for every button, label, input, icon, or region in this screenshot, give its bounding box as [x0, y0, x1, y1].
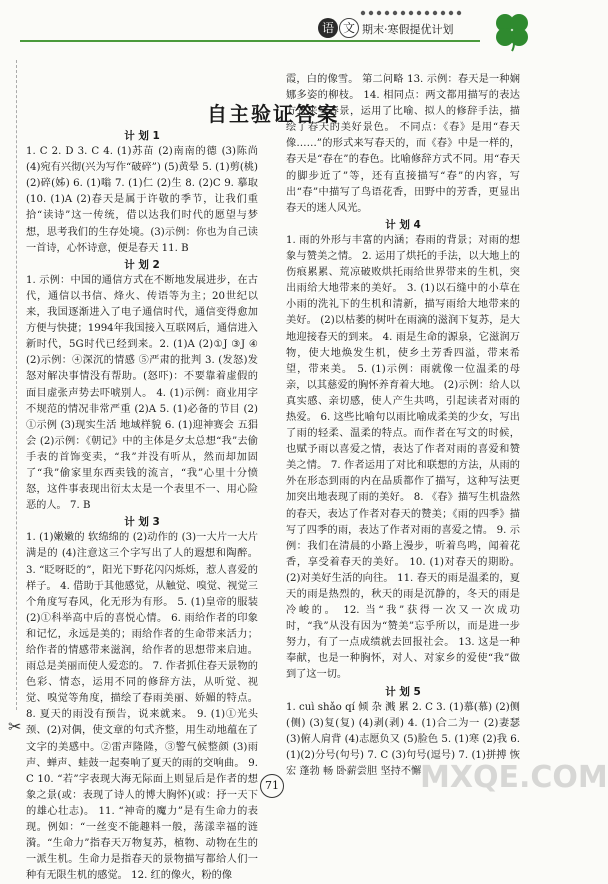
subject-badge-2: 文	[339, 18, 359, 38]
cut-line	[16, 60, 17, 710]
plan-heading: 计 划 2	[124, 258, 160, 271]
answer-paragraph: 1. 雨的外形与丰富的内涵；春雨的背景；对雨的想象与赞美之情。 2. 运用了烘托的手法，以大地上的伤痕累累、荒凉破败烘托雨给世界带来的生机，突出雨给大地带来的美好。 3. (1)以石缝中的小草在小雨的洗礼下的生机和清新，描写雨给大地带来的美好。 (2)以枯萎的树叶在雨滴的滋润下复苏，是大地迎接春天的到来。 4. 雨是生命的源泉，它滋润万物，使大地焕发生机，使乡土芳香四溢，带来希望，带来美。 5. (1)示例：雨就像一位温柔的母亲，以其慈爱的胸怀养育着大地。 (2)示例：给人以真实感、亲切感，使人产生共鸣，引起读者对雨的热爱。 6. 这些比喻句以雨比喻成柔美的少女，写出了雨的轻柔、温柔的特点。而作者在写文的时候，也赋予雨以喜爱之情，表达了作者对雨的喜爱和赞美之情。 7. 作者运用了对比和联想的方法，从雨的外在形态到雨的内在品质都作了描写，这种写法更加突出地表现了雨的美好。 8. 《春》描写生机盎然的春天，表达了作者对春天的赞美；《雨的四季》描写了四季的雨，表达了作者对雨的喜爱之情。 9. 示例：我们在清晨的小路上漫步，听着鸟鸣，闻着花香，享受着春天的美好。 10. (1)对春天的期盼。(2)对美好生活的向往。 11. 春天的雨是温柔的，夏天的雨是热烈的，秋天的雨是沉静的，冬天的雨是冷峻的。 12. 当“我”获得一次又一次成功时，“我”从没有因为“赞美”忘乎所以，而是进一步努力，有了一点成绩就去回报社会。 13. 这是一种奉献，也是一种胸怀，对人、对家乡的爱使“我”做到了这一切。	[286, 234, 520, 681]
plan-heading: 计 划 3	[124, 516, 160, 529]
page-header	[0, 0, 546, 50]
page-number: 71	[260, 774, 284, 798]
header-rule	[20, 40, 480, 42]
book-title: 期末·寒假提优计划	[362, 23, 454, 36]
subject-badge-1: 语	[318, 18, 338, 38]
plan-heading: 计 划 1	[124, 130, 160, 142]
decorative-dots	[360, 10, 465, 16]
answer-paragraph: 霞，白的像雪。 第二问略 13. 示例：春天是一种娴娜多姿的柳枝。 14. 相同点：两文都用描写的表达方式来写春景，运用了比喻、拟人的修辞手法，描绘了春天的美好景色。 不同点：《春》是用“春天像……”的形式来写春天的，而《春》中是一样的，春天是“春在”的春色。比喻修辞方式不同。用“春天的脚步近了”等，还有直接描写“春”的内容，写出“春”中描写了鸟语花香，田野中的芳香，更显出春天的迷人风光。	[286, 74, 520, 214]
plan-heading: 计 划 5	[385, 685, 421, 698]
page-title: 自主验证答案	[207, 102, 339, 126]
clover-icon	[490, 8, 534, 52]
answer-paragraph: 1. cuì shǎo qí 倾 杂 溅 累 2. C 3. (1)慕(慕) (2)侧(侧) (3)复(复) (4)剥(剥) 4. (1)合二为一 (2)妻瑟 (3)俯人肩背 (4)志愿负又 (5)脸色 5. (1)寒 (2)我 6. (1)(2)分号(句号) 7. C (3)句号(逗号) 7. (1)拼搏 恢宏 蓬勃 畅 卧薪尝胆 坚持不懈	[286, 701, 520, 778]
answer-paragraph: 1. C 2. D 3. C 4. (1)苏苗 (2)南南的德 (3)陈尚 (4)宛有兴彻(兴为写作“破碎”) (5)黄晕 5. (1)剪(桃) (2)碎(姊) 6. (1)嗡 7. (1)仁 (2)生 8. (2)C 9. 摹取 (10. (1)A (2)春天是属于许敬的季节，让我们重拾“读诗”这一传统，借以达我们时代的愿望与梦想，思考我们的生存处境。(3)示例：你也为自己读一首诗，心怀诗意，便是春天 11. B	[26, 146, 258, 254]
scissors-icon: ✂	[8, 717, 22, 736]
answer-paragraph: 1. 示例：中国的通信方式在不断地发展进步，在古代，通信以书信、烽火、传语等为主；20世纪以来，我国逐渐进入了电子通信时代，通信变得愈加方便与快捷；1994年我国接入互联网后，通信进入新时代，5G时代已经到来。2. (1)A (2)①J ③J ④(2)示例：④深沉的情感 ⑤严肃的批判 3. (发怒)发怒对解决事情没有帮助。(怒吓)：不要靠着虚假的面目虚张声势去吓唬别人。 4. (1)示例：商业用字不规范的情况非常严重 (2)A 5. (1)必备的节目 (2)①示例 (3)现实生活 地域样貌 6. (1)迎神赛会 五猖会 (2)示例：《朝记》中的主体是夕太总想“我”去偷手表的首饰变卖，“我”并没有听从，然而却加固了“我”偷家里东西卖钱的流言，“我”心里十分愤怒，这件事表现出衍太太是一个表里不一、用心险恶的人。 7. B	[26, 274, 258, 512]
plan-heading: 计 划 4	[385, 218, 421, 231]
right-column	[286, 72, 520, 780]
watermark-logo: MXQE.COM	[420, 760, 608, 795]
left-column	[26, 128, 258, 884]
answer-paragraph: 1. (1)嫩嫩的 软绵绵的 (2)动作的 (3)一大片一大片满是的 (4)注意这三个字写出了人的遐想和陶醉。 3. “眨呀眨的”，阳光下野花闪闪烁烁，惹人喜爱的样子。 4. 借助于其他感觉，从触觉、嗅觉、视觉三个角度写春风，化无形为有形。 5. (1)皇帝的服装 (2)①科举高中后的喜悦心情。 6. 雨给作者的印象和记忆，永远是美的；雨给作者的生命带来活力；给作者的情感带来滋润，给作者的思想带来启迪。雨总是美丽而使人爱恋的。 7. 作者抓住春天景物的色彩、情态，运用不同的修辞方法，从听觉、视觉、嗅觉等角度，描绘了春雨美丽、娇媚的特点。 8. 夏天的雨没有预告，说来就来。 9. (1)①光头颈、(2)对偶，使文章的句式齐整，用生动地蕴在了文字的美感中。②雷声隆隆，③警气候整颜 (3)雨声、蝉声、蛙鼓一起奏响了夏天的雨的交响曲。 9. C 10. “若”字表现大海无际面上则显后是作者的想象之景(或：表现了诗人的博大胸怀)(或：抒一天下的雄心壮志)。 11. “神奇的魔力”是有生命力的表现。例如：“一丝变不能趣料一般，荡漾幸福的涟漪。“生命力”指春天万物复苏，植物、动物在生的一派生机。生命力是指春天的景物描写都给人们一种有无限生机的感觉。 12. 红的像火，粉的像	[26, 532, 258, 882]
